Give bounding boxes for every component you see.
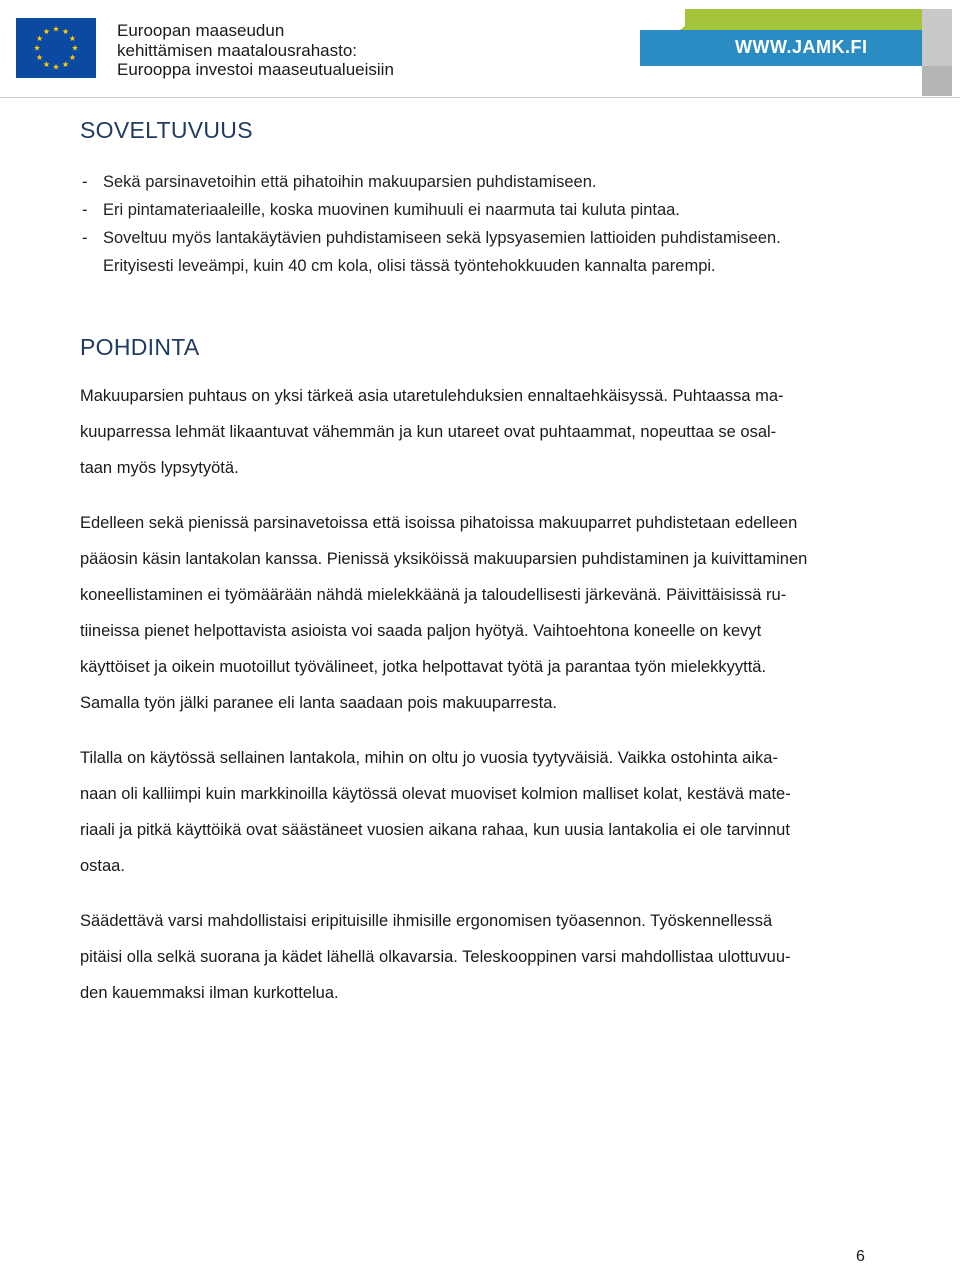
section-heading-pohdinta: POHDINTA <box>80 334 200 360</box>
eu-funding-text <box>117 21 394 80</box>
paragraph-line: pääosin käsin lantakolan kanssa. Pienissä yksiköissä makuuparsien puhdistaminen ja kuivittaminen <box>80 550 808 568</box>
paragraph-line: koneellistaminen ei työmäärään nähdä mielekkäänä ja taloudellisesti järkevänä. Päivittäisissä ru- <box>80 586 787 604</box>
paragraph <box>80 740 880 884</box>
paragraph <box>80 903 880 1011</box>
paragraph-line: käyttöiset ja oikein muotoillut työvälineet, jotka helpottavat työtä ja parantaa työn mielekkyyttä. <box>80 658 767 676</box>
bullet-dash: - <box>82 229 88 247</box>
paragraph-line: ostaa. <box>80 857 125 875</box>
page-number: 6 <box>856 1248 865 1265</box>
list-item-text: Soveltuu myös lantakäytävien puhdistamiseen sekä lypsyasemien lattioiden puhdistamiseen. <box>103 229 781 247</box>
paragraph-line: tiineissa pienet helpottavista asioista voi saada paljon hyötyä. Vaihtoehtona koneelle on kevyt <box>80 622 762 640</box>
bullet-dash: - <box>82 173 88 191</box>
list-item <box>80 224 781 252</box>
list-item <box>80 196 781 224</box>
paragraph-line: kuuparressa lehmät likaantuvat vähemmän ja kun utareet ovat puhtaammat, nopeuttaa se osal- <box>80 423 777 441</box>
paragraph-line: Makuuparsien puhtaus on yksi tärkeä asia utaretulehduksien ennaltaehkäisyssä. Puhtaassa ma- <box>80 387 784 405</box>
list-item-text: Eri pintamateriaaleille, koska muovinen kumihuuli ei naarmuta tai kuluta pintaa. <box>103 201 680 219</box>
paragraph <box>80 505 880 721</box>
paragraph-line: Samalla työn jälki paranee eli lanta saadaan pois makuuparresta. <box>80 694 557 712</box>
paragraph-line: naan oli kalliimpi kuin markkinoilla käytössä olevat muoviset kolmion malliset kolat, kestävä mate- <box>80 785 791 803</box>
paragraph-line: riaali ja pitkä käyttöikä ovat säästäneet vuosien aikana rahaa, kun uusia lantakolia ei ole tarvinnut <box>80 821 790 839</box>
header-divider <box>0 97 960 98</box>
bullet-dash: - <box>82 201 88 219</box>
paragraph-line: Säädettävä varsi mahdollistaisi eripituisille ihmisille ergonomisen työasennon. Työskennellessä <box>80 912 773 930</box>
eu-text-line: kehittämisen maatalousrahasto: <box>117 40 358 60</box>
paragraph <box>80 378 880 486</box>
list-item <box>80 168 781 196</box>
eu-text-line: Euroopan maaseudun <box>117 21 285 40</box>
paragraph-line: pitäisi olla selkä suorana ja kädet lähellä olkavarsia. Teleskooppinen varsi mahdollistaa ulottuvuu- <box>80 948 791 966</box>
eu-flag-icon <box>16 18 96 78</box>
jamk-url: WWW.JAMK.FI <box>735 37 868 57</box>
list-item-continuation: Erityisesti leveämpi, kuin 40 cm kola, olisi tässä työntehokkuuden kannalta parempi. <box>103 257 716 275</box>
page-header <box>0 0 960 100</box>
paragraph-line: Edelleen sekä pienissä parsinavetoissa että isoissa pihatoissa makuuparret puhdistetaan edelleen <box>80 514 798 532</box>
soveltuvuus-list <box>80 168 781 280</box>
paragraph-line: taan myös lypsytyötä. <box>80 459 239 477</box>
paragraph-line: Tilalla on käytössä sellainen lantakola, mihin on oltu jo vuosia tyytyväisiä. Vaikka ostohinta aika- <box>80 749 778 767</box>
section-heading-soveltuvuus: SOVELTUVUUS <box>80 117 253 143</box>
eu-text-line: Eurooppa investoi maaseutualueisiin <box>117 60 394 79</box>
paragraph-line: den kauemmaksi ilman kurkottelua. <box>80 984 339 1002</box>
list-item-text: Sekä parsinavetoihin että pihatoihin makuuparsien puhdistamiseen. <box>103 173 597 191</box>
